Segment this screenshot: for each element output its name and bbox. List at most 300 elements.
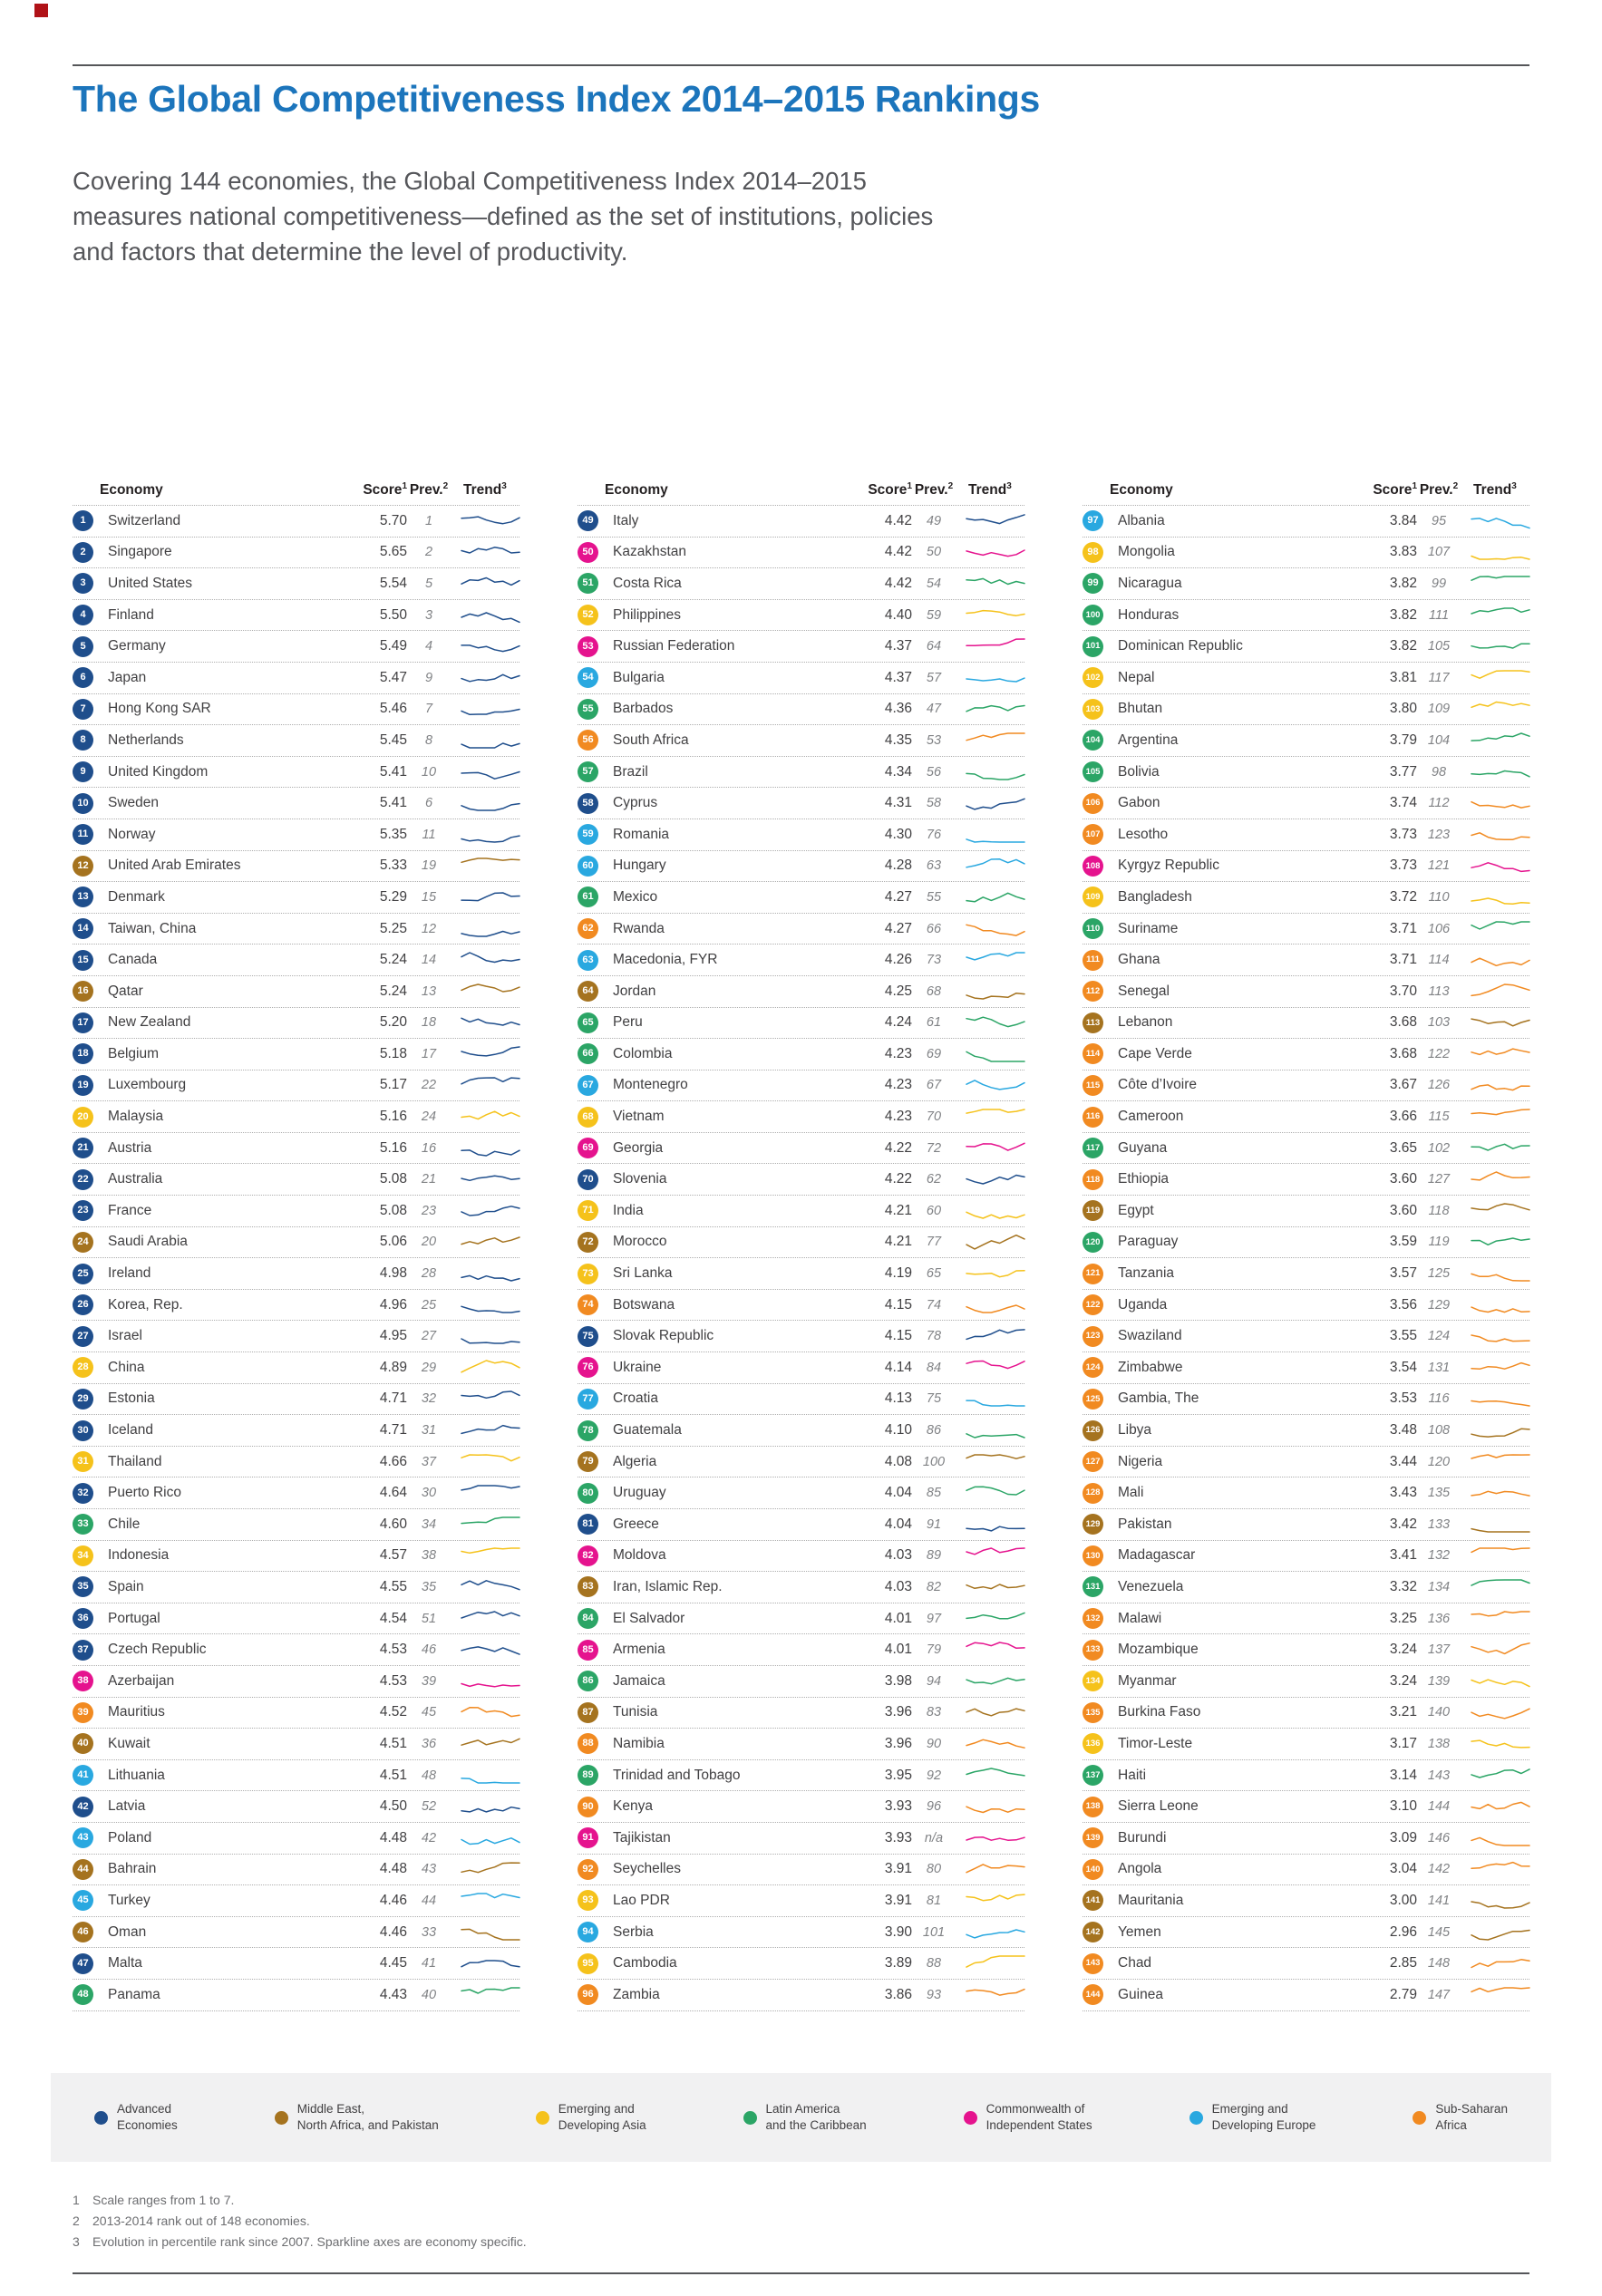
rank-badge: 78 (578, 1420, 598, 1441)
rank-badge: 108 (1083, 856, 1103, 877)
ranking-row (578, 1603, 1024, 1635)
ranking-row (1083, 819, 1529, 851)
ranking-row (1083, 1196, 1529, 1227)
sparkline (965, 762, 1026, 782)
rank-badge: 43 (73, 1827, 93, 1848)
sparkline (460, 1734, 521, 1754)
sparkline (460, 1609, 521, 1629)
economy-name: Swaziland (1118, 1328, 1182, 1344)
trend-sparkline (1461, 919, 1529, 939)
prev-rank-value: 79 (926, 1642, 942, 1658)
trend-sparkline (1461, 1044, 1529, 1064)
sparkline (1470, 1953, 1531, 1973)
prev-rank-value: 73 (926, 953, 942, 968)
sparkline (1470, 1264, 1531, 1284)
ranking-row (1083, 1634, 1529, 1666)
sparkline (460, 1702, 521, 1722)
trend-sparkline (451, 1577, 519, 1597)
score-value: 3.73 (1389, 826, 1417, 842)
ranking-row (578, 1290, 1024, 1322)
prev-rank-value: 81 (926, 1893, 942, 1908)
prev-rank-value: 112 (1428, 796, 1450, 811)
footnote-number: 2 (73, 2214, 80, 2228)
score-value: 3.93 (884, 1829, 912, 1846)
score-value: 5.41 (379, 763, 407, 780)
legend-item (275, 2101, 439, 2134)
legend-label-line2: Developing Europe (1211, 2118, 1316, 2132)
rank-badge: 10 (73, 793, 93, 814)
rank-badge: 28 (73, 1357, 93, 1378)
score-value: 3.73 (1389, 857, 1417, 874)
sparkline (965, 1232, 1026, 1252)
trend-sparkline (1461, 1702, 1529, 1722)
trend-sparkline (451, 1420, 519, 1440)
ranking-row (73, 1509, 519, 1541)
rank-badge: 66 (578, 1043, 598, 1064)
score-value: 3.43 (1389, 1485, 1417, 1501)
sparkline (1470, 1201, 1531, 1221)
prev-rank-value: 119 (1428, 1235, 1450, 1250)
rank-badge: 41 (73, 1765, 93, 1786)
economy-name: Malawi (1118, 1610, 1162, 1626)
economy-name: Lesotho (1118, 826, 1169, 842)
prev-rank-value: 89 (926, 1548, 942, 1564)
trend-sparkline (956, 511, 1024, 531)
ranking-row (73, 1791, 519, 1823)
economy-name: Luxembourg (108, 1077, 187, 1093)
column-header-score: Score$^1$ (363, 480, 407, 498)
rank-badge: 15 (73, 950, 93, 971)
trend-sparkline (451, 1515, 519, 1535)
sparkline (965, 1389, 1026, 1409)
prev-rank-value: 97 (926, 1611, 942, 1626)
ranking-row (73, 1321, 519, 1352)
trend-sparkline (956, 1953, 1024, 1973)
ranking-row (1083, 1823, 1529, 1855)
column-header-prev: Prev.$^2$ (409, 480, 449, 498)
ranking-row (73, 1133, 519, 1165)
legend-label (766, 2101, 867, 2134)
sparkline (965, 1358, 1026, 1378)
column-header-trend: Trend$^3$ (968, 480, 1012, 498)
prev-rank-value: 92 (926, 1768, 942, 1783)
trend-sparkline (451, 856, 519, 876)
rank-badge: 107 (1083, 824, 1103, 845)
economy-name: France (108, 1202, 152, 1218)
score-value: 3.66 (1389, 1109, 1417, 1125)
rank-badge: 69 (578, 1138, 598, 1158)
score-value: 4.35 (884, 731, 912, 748)
economy-name: Mauritania (1118, 1892, 1184, 1908)
sparkline (965, 1577, 1026, 1597)
economy-name: Switzerland (108, 512, 181, 528)
prev-rank-value: 20 (421, 1235, 437, 1250)
column-header-economy: Economy (605, 482, 668, 498)
prev-rank-value: 126 (1427, 1078, 1451, 1093)
score-value: 4.31 (884, 795, 912, 811)
legend-label-line2: Independent States (985, 2118, 1092, 2132)
legend-item (743, 2101, 867, 2134)
trend-sparkline (1461, 1671, 1529, 1691)
prev-rank-value: 32 (421, 1391, 437, 1407)
ranking-row (73, 1290, 519, 1322)
rank-badge: 30 (73, 1420, 93, 1441)
score-value: 5.20 (379, 1014, 407, 1031)
score-value: 3.68 (1389, 1014, 1417, 1031)
score-value: 4.55 (379, 1578, 407, 1594)
economy-name: Australia (108, 1171, 163, 1187)
economy-name: Chad (1118, 1955, 1152, 1971)
sparkline (460, 1577, 521, 1597)
trend-sparkline (451, 1766, 519, 1786)
score-value: 3.89 (884, 1955, 912, 1971)
sparkline (1470, 1859, 1531, 1879)
prev-rank-value: 110 (1428, 889, 1450, 905)
trend-sparkline (956, 1702, 1024, 1722)
sparkline (965, 1169, 1026, 1189)
score-value: 5.25 (379, 920, 407, 936)
ranking-row (578, 725, 1024, 757)
economy-name: Poland (108, 1829, 152, 1846)
ranking-row (1083, 1321, 1529, 1352)
trend-sparkline (451, 1075, 519, 1095)
ranking-row (578, 1447, 1024, 1478)
sparkline (460, 1545, 521, 1565)
trend-sparkline (1461, 1420, 1529, 1440)
sparkline (1470, 1797, 1531, 1816)
economy-name: Egypt (1118, 1202, 1154, 1218)
prev-rank-value: 1 (424, 513, 433, 528)
score-value: 2.79 (1389, 1986, 1417, 2002)
rank-badge: 75 (578, 1326, 598, 1347)
prev-rank-value: 99 (1431, 576, 1447, 591)
ranking-row (1083, 631, 1529, 663)
prev-rank-value: 144 (1427, 1799, 1451, 1815)
prev-rank-value: 117 (1428, 670, 1450, 685)
trend-sparkline (956, 1797, 1024, 1816)
sparkline (965, 1985, 1026, 2005)
prev-rank-value: 100 (922, 1454, 946, 1469)
economy-name: Austria (108, 1139, 152, 1156)
sparkline (1470, 605, 1531, 625)
sparkline (460, 1828, 521, 1848)
economy-name: Belgium (108, 1045, 159, 1061)
trend-sparkline (1461, 982, 1529, 1002)
rank-badge: 1 (73, 510, 93, 531)
economy-name: Burkina Faso (1118, 1704, 1201, 1720)
legend (51, 2073, 1551, 2162)
rank-badge: 40 (73, 1733, 93, 1754)
sparkline (460, 1985, 521, 2005)
prev-rank-value: 135 (1427, 1486, 1451, 1501)
prev-rank-value: 67 (926, 1078, 942, 1093)
sparkline (460, 1766, 521, 1786)
score-value: 4.42 (884, 544, 912, 560)
score-value: 3.96 (884, 1704, 912, 1720)
economy-name: Nigeria (1118, 1453, 1163, 1469)
footnote (73, 2190, 527, 2211)
prev-rank-value: 62 (926, 1172, 942, 1187)
ranking-row (1083, 1855, 1529, 1886)
ranking-row (1083, 1509, 1529, 1541)
sparkline (1470, 1828, 1531, 1848)
rank-badge: 120 (1083, 1232, 1103, 1253)
legend-item (1189, 2101, 1316, 2134)
ranking-row (73, 1729, 519, 1760)
sparkline (965, 856, 1026, 876)
sparkline (460, 1389, 521, 1409)
economy-name: Azerbaijan (108, 1672, 175, 1689)
prev-rank-value: 96 (926, 1799, 942, 1815)
rank-badge: 31 (73, 1451, 93, 1472)
sparkline (1470, 1483, 1531, 1503)
rank-badge: 35 (73, 1576, 93, 1597)
score-value: 3.41 (1389, 1547, 1417, 1564)
score-value: 4.10 (884, 1422, 912, 1439)
score-value: 4.23 (884, 1109, 912, 1125)
trend-sparkline (1461, 1985, 1529, 2005)
score-value: 4.13 (884, 1390, 912, 1407)
rank-badge: 68 (578, 1107, 598, 1128)
rank-badge: 49 (578, 510, 598, 531)
trend-sparkline (451, 1107, 519, 1127)
rank-badge: 105 (1083, 761, 1103, 782)
economy-name: Saudi Arabia (108, 1234, 188, 1250)
trend-sparkline (1461, 950, 1529, 970)
trend-sparkline (956, 982, 1024, 1002)
rank-badge: 102 (1083, 667, 1103, 688)
rank-badge: 87 (578, 1702, 598, 1723)
rank-badge: 21 (73, 1138, 93, 1158)
prev-rank-value: 134 (1427, 1579, 1451, 1594)
prev-rank-value: 59 (926, 607, 942, 623)
score-value: 2.85 (1389, 1955, 1417, 1971)
sparkline (460, 699, 521, 719)
score-value: 3.96 (884, 1735, 912, 1751)
table-header-row (1083, 472, 1529, 506)
score-value: 4.53 (379, 1642, 407, 1658)
sparkline (965, 511, 1026, 531)
economy-name: Lithuania (108, 1767, 165, 1783)
trend-sparkline (451, 1138, 519, 1158)
economy-name: Lebanon (1118, 1014, 1173, 1031)
score-value: 4.54 (379, 1610, 407, 1626)
rank-badge: 29 (73, 1389, 93, 1410)
ranking-row (578, 1917, 1024, 1949)
trend-sparkline (1461, 1232, 1529, 1252)
rank-badge: 135 (1083, 1702, 1103, 1723)
sparkline (460, 1483, 521, 1503)
prev-rank-value: 118 (1428, 1203, 1450, 1218)
rank-badge: 45 (73, 1890, 93, 1911)
economy-name: Hungary (613, 857, 666, 874)
score-value: 4.42 (884, 512, 912, 528)
ranking-row (578, 757, 1024, 789)
trend-sparkline (451, 1671, 519, 1691)
sparkline (1470, 574, 1531, 594)
score-value: 3.80 (1389, 701, 1417, 717)
sparkline (1470, 1923, 1531, 1942)
ranking-row (73, 1917, 519, 1949)
trend-sparkline (1461, 1326, 1529, 1346)
economy-name: Gambia, The (1118, 1390, 1199, 1407)
prev-rank-value: 136 (1427, 1611, 1451, 1626)
ranking-row (578, 819, 1024, 851)
economy-name: Bhutan (1118, 701, 1163, 717)
prev-rank-value: 45 (421, 1705, 437, 1720)
score-value: 5.08 (379, 1202, 407, 1218)
economy-name: Nepal (1118, 669, 1155, 685)
sparkline (1470, 1702, 1531, 1722)
economy-name: Oman (108, 1923, 147, 1940)
prev-rank-value: 8 (424, 732, 433, 748)
ranking-row (578, 538, 1024, 569)
sparkline (460, 1044, 521, 1064)
ranking-row (578, 1321, 1024, 1352)
sparkline (965, 1891, 1026, 1911)
prev-rank-value: 143 (1427, 1768, 1451, 1783)
economy-name: South Africa (613, 731, 689, 748)
score-value: 5.29 (379, 888, 407, 905)
rank-badge: 12 (73, 856, 93, 877)
rank-badge: 7 (73, 699, 93, 720)
trend-sparkline (1461, 1515, 1529, 1535)
sparkline (965, 1483, 1026, 1503)
economy-name: Costa Rica (613, 575, 682, 591)
score-value: 3.82 (1389, 638, 1417, 654)
rank-badge: 70 (578, 1169, 598, 1190)
rank-badge: 90 (578, 1797, 598, 1817)
sparkline (1470, 1545, 1531, 1565)
prev-rank-value: 120 (1427, 1454, 1451, 1469)
score-value: 3.32 (1389, 1578, 1417, 1594)
ranking-row (1083, 1164, 1529, 1196)
score-value: 4.51 (379, 1767, 407, 1783)
column-header-prev: Prev.$^2$ (914, 480, 954, 498)
trend-sparkline (1461, 1169, 1529, 1189)
ranking-row (1083, 1415, 1529, 1447)
footnote-number: 1 (73, 2193, 80, 2207)
trend-sparkline (1461, 793, 1529, 813)
sparkline (1470, 1389, 1531, 1409)
score-value: 3.65 (1389, 1139, 1417, 1156)
economy-name: Norway (108, 826, 156, 842)
ranking-row (73, 631, 519, 663)
trend-sparkline (956, 762, 1024, 782)
ranking-row (578, 914, 1024, 945)
sparkline (1470, 636, 1531, 656)
trend-sparkline (956, 1201, 1024, 1221)
ranking-row (1083, 1227, 1529, 1259)
prev-rank-value: 84 (926, 1360, 942, 1375)
prev-rank-value: 93 (926, 1987, 942, 2002)
ranking-row (578, 1760, 1024, 1792)
rank-badge: 42 (73, 1797, 93, 1817)
economy-name: Bangladesh (1118, 888, 1192, 905)
score-value: 4.21 (884, 1234, 912, 1250)
legend-item (536, 2101, 646, 2134)
score-value: 4.34 (884, 763, 912, 780)
legend-color-dot (536, 2111, 549, 2125)
economy-name: Zimbabwe (1118, 1359, 1183, 1375)
ranking-row (578, 1855, 1024, 1886)
ranking-row (578, 600, 1024, 632)
score-value: 3.04 (1389, 1861, 1417, 1877)
score-value: 3.90 (884, 1923, 912, 1940)
ranking-row (1083, 945, 1529, 976)
rank-badge: 113 (1083, 1012, 1103, 1033)
trend-sparkline (1461, 1201, 1529, 1221)
prev-rank-value: 78 (926, 1329, 942, 1344)
economy-name: Slovak Republic (613, 1328, 714, 1344)
sparkline (460, 1891, 521, 1911)
score-value: 4.28 (884, 857, 912, 874)
economy-name: Armenia (613, 1642, 665, 1658)
score-value: 3.56 (1389, 1296, 1417, 1313)
economy-name: Madagascar (1118, 1547, 1196, 1564)
ranking-row (578, 1791, 1024, 1823)
prev-rank-value: 107 (1427, 545, 1451, 560)
sparkline (965, 1264, 1026, 1284)
rank-badge: 46 (73, 1922, 93, 1942)
rank-badge: 55 (578, 699, 598, 720)
trend-sparkline (956, 1515, 1024, 1535)
economy-name: Jordan (613, 983, 656, 999)
score-value: 3.70 (1389, 983, 1417, 999)
prev-rank-value: 48 (421, 1768, 437, 1783)
prev-rank-value: 17 (421, 1046, 437, 1061)
rank-badge: 33 (73, 1514, 93, 1535)
score-value: 4.98 (379, 1265, 407, 1282)
score-value: 3.86 (884, 1986, 912, 2002)
legend-label (558, 2101, 646, 2134)
economy-name: Romania (613, 826, 670, 842)
score-value: 3.84 (1389, 512, 1417, 528)
sparkline (1470, 1577, 1531, 1597)
legend-color-dot (94, 2111, 108, 2125)
rank-badge: 51 (578, 573, 598, 594)
prev-rank-value: 40 (421, 1987, 437, 2002)
trend-sparkline (1461, 1389, 1529, 1409)
rank-badge: 60 (578, 856, 598, 877)
ranking-row (73, 1101, 519, 1133)
trend-sparkline (451, 1169, 519, 1189)
sparkline (965, 825, 1026, 845)
economy-name: Singapore (108, 544, 172, 560)
ranking-row (73, 600, 519, 632)
rank-badge: 131 (1083, 1576, 1103, 1597)
sparkline (1470, 542, 1531, 562)
trend-sparkline (451, 1326, 519, 1346)
sparkline (1470, 1295, 1531, 1315)
score-value: 3.60 (1389, 1202, 1417, 1218)
ranking-row (578, 1634, 1024, 1666)
trend-sparkline (451, 1828, 519, 1848)
ranking-row (1083, 882, 1529, 914)
ranking-row (1083, 694, 1529, 726)
rankings-column (578, 472, 1024, 2011)
trend-sparkline (1461, 731, 1529, 751)
rank-badge: 62 (578, 918, 598, 939)
economy-name: Kuwait (108, 1735, 150, 1751)
rank-badge: 97 (1083, 510, 1103, 531)
sparkline (965, 1671, 1026, 1691)
rank-badge: 19 (73, 1075, 93, 1096)
trend-sparkline (451, 1232, 519, 1252)
economy-name: Bulgaria (613, 669, 665, 685)
economy-name: Cape Verde (1118, 1045, 1192, 1061)
score-value: 4.14 (884, 1359, 912, 1375)
